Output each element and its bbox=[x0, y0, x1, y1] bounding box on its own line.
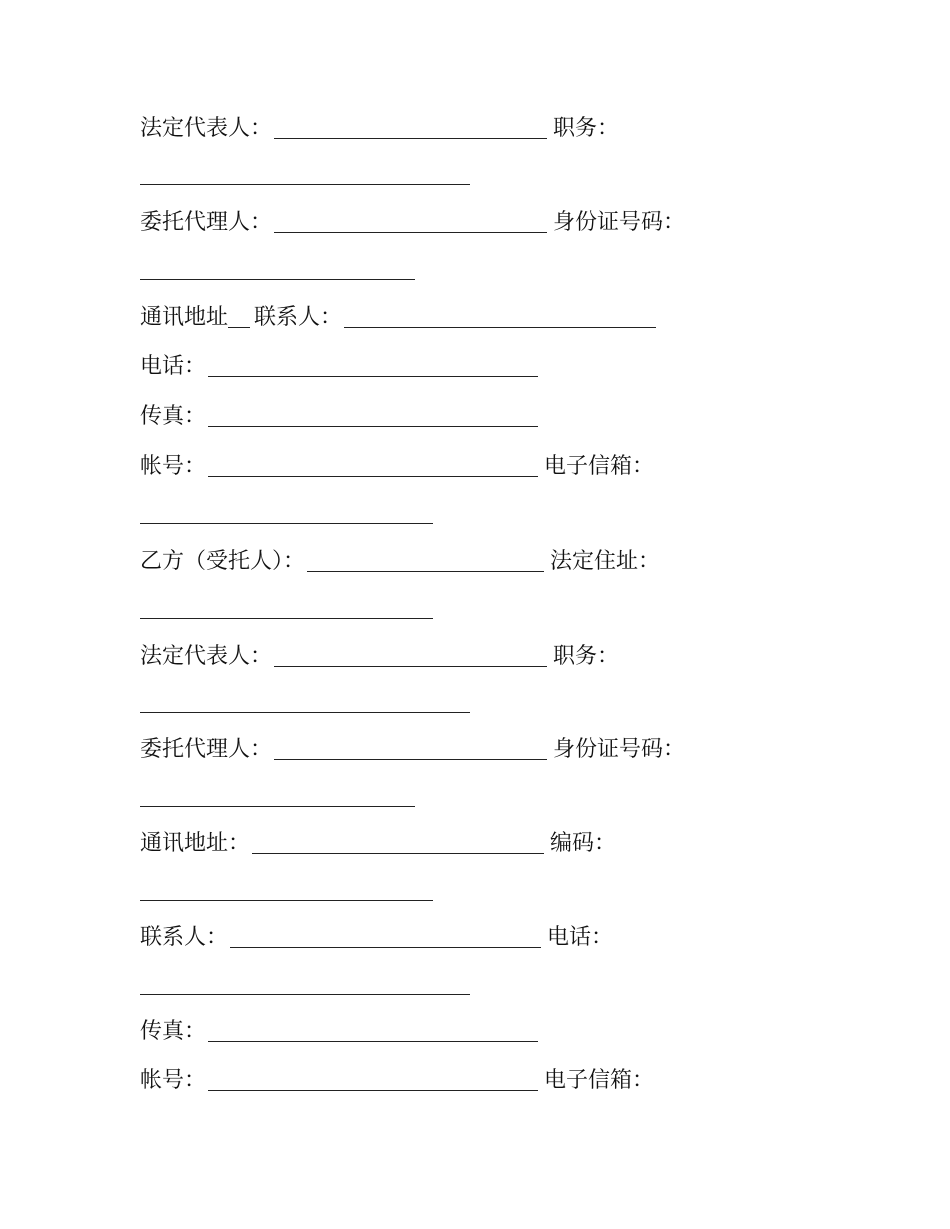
legal-rep-label: 法定代表人： bbox=[140, 116, 273, 141]
account-label: 帐号： bbox=[140, 454, 207, 479]
fax-label: 传真： bbox=[140, 404, 207, 429]
party-b-label: 乙方（受托人）： bbox=[140, 549, 306, 574]
position-blank[interactable] bbox=[140, 694, 470, 713]
id-number-label: 身份证号码： bbox=[553, 737, 686, 762]
phone-label: 电话： bbox=[547, 925, 614, 950]
agent-blank[interactable] bbox=[274, 214, 547, 233]
phone-blank[interactable] bbox=[140, 976, 470, 995]
email-continuation-line bbox=[140, 497, 439, 527]
party-a-account-line bbox=[140, 450, 654, 480]
agent-label: 委托代理人： bbox=[140, 737, 273, 762]
party-b-account-line bbox=[140, 1064, 654, 1094]
contact-label: 联系人： bbox=[140, 925, 229, 950]
party-b-fax-line bbox=[140, 1015, 544, 1045]
address-label: 通讯地址： bbox=[140, 831, 251, 856]
party-a-phone-line bbox=[140, 350, 544, 380]
party-b-contact-line bbox=[140, 921, 613, 951]
address-blank[interactable] bbox=[228, 309, 250, 328]
id-number-label: 身份证号码： bbox=[553, 210, 686, 235]
party-a-address-line bbox=[140, 301, 662, 331]
phone-continuation-line bbox=[140, 968, 476, 998]
position-continuation-line bbox=[140, 686, 476, 716]
email-label: 电子信箱： bbox=[544, 454, 655, 479]
legal-rep-label: 法定代表人： bbox=[140, 644, 273, 669]
address-label: 通讯地址 bbox=[140, 305, 229, 330]
contact-blank[interactable] bbox=[344, 309, 656, 328]
party-a-legal-rep-line bbox=[140, 112, 619, 142]
email-label: 电子信箱： bbox=[544, 1068, 655, 1093]
position-label: 职务： bbox=[553, 116, 620, 141]
account-blank[interactable] bbox=[208, 1072, 538, 1091]
legal-rep-blank[interactable] bbox=[274, 120, 547, 139]
email-blank[interactable] bbox=[140, 505, 433, 524]
legal-address-continuation-line bbox=[140, 592, 439, 622]
position-continuation-line bbox=[140, 158, 476, 188]
fax-blank[interactable] bbox=[208, 1023, 538, 1042]
party-a-fax-line bbox=[140, 400, 544, 430]
agent-blank[interactable] bbox=[274, 741, 547, 760]
postcode-label: 编码： bbox=[550, 831, 617, 856]
postcode-continuation-line bbox=[140, 874, 439, 904]
legal-rep-blank[interactable] bbox=[274, 648, 547, 667]
id-number-continuation-line bbox=[140, 780, 421, 810]
party-b-line bbox=[140, 545, 660, 575]
id-number-continuation-line bbox=[140, 253, 421, 283]
postcode-blank[interactable] bbox=[140, 882, 433, 901]
position-blank[interactable] bbox=[140, 166, 470, 185]
account-label: 帐号： bbox=[140, 1068, 207, 1093]
legal-address-blank[interactable] bbox=[140, 600, 433, 619]
party-a-agent-line bbox=[140, 206, 685, 236]
party-b-agent-line bbox=[140, 733, 685, 763]
fax-label: 传真： bbox=[140, 1019, 207, 1044]
address-blank[interactable] bbox=[252, 835, 544, 854]
party-b-blank[interactable] bbox=[307, 553, 544, 572]
contact-blank[interactable] bbox=[230, 929, 541, 948]
account-blank[interactable] bbox=[208, 458, 538, 477]
party-b-legal-rep-line bbox=[140, 640, 619, 670]
position-label: 职务： bbox=[553, 644, 620, 669]
phone-blank[interactable] bbox=[208, 358, 538, 377]
id-number-blank[interactable] bbox=[140, 788, 415, 807]
fax-blank[interactable] bbox=[208, 408, 538, 427]
agent-label: 委托代理人： bbox=[140, 210, 273, 235]
contact-label: 联系人： bbox=[254, 305, 343, 330]
id-number-blank[interactable] bbox=[140, 261, 415, 280]
phone-label: 电话： bbox=[140, 354, 207, 379]
legal-address-label: 法定住址： bbox=[550, 549, 661, 574]
party-b-address-line bbox=[140, 827, 616, 857]
